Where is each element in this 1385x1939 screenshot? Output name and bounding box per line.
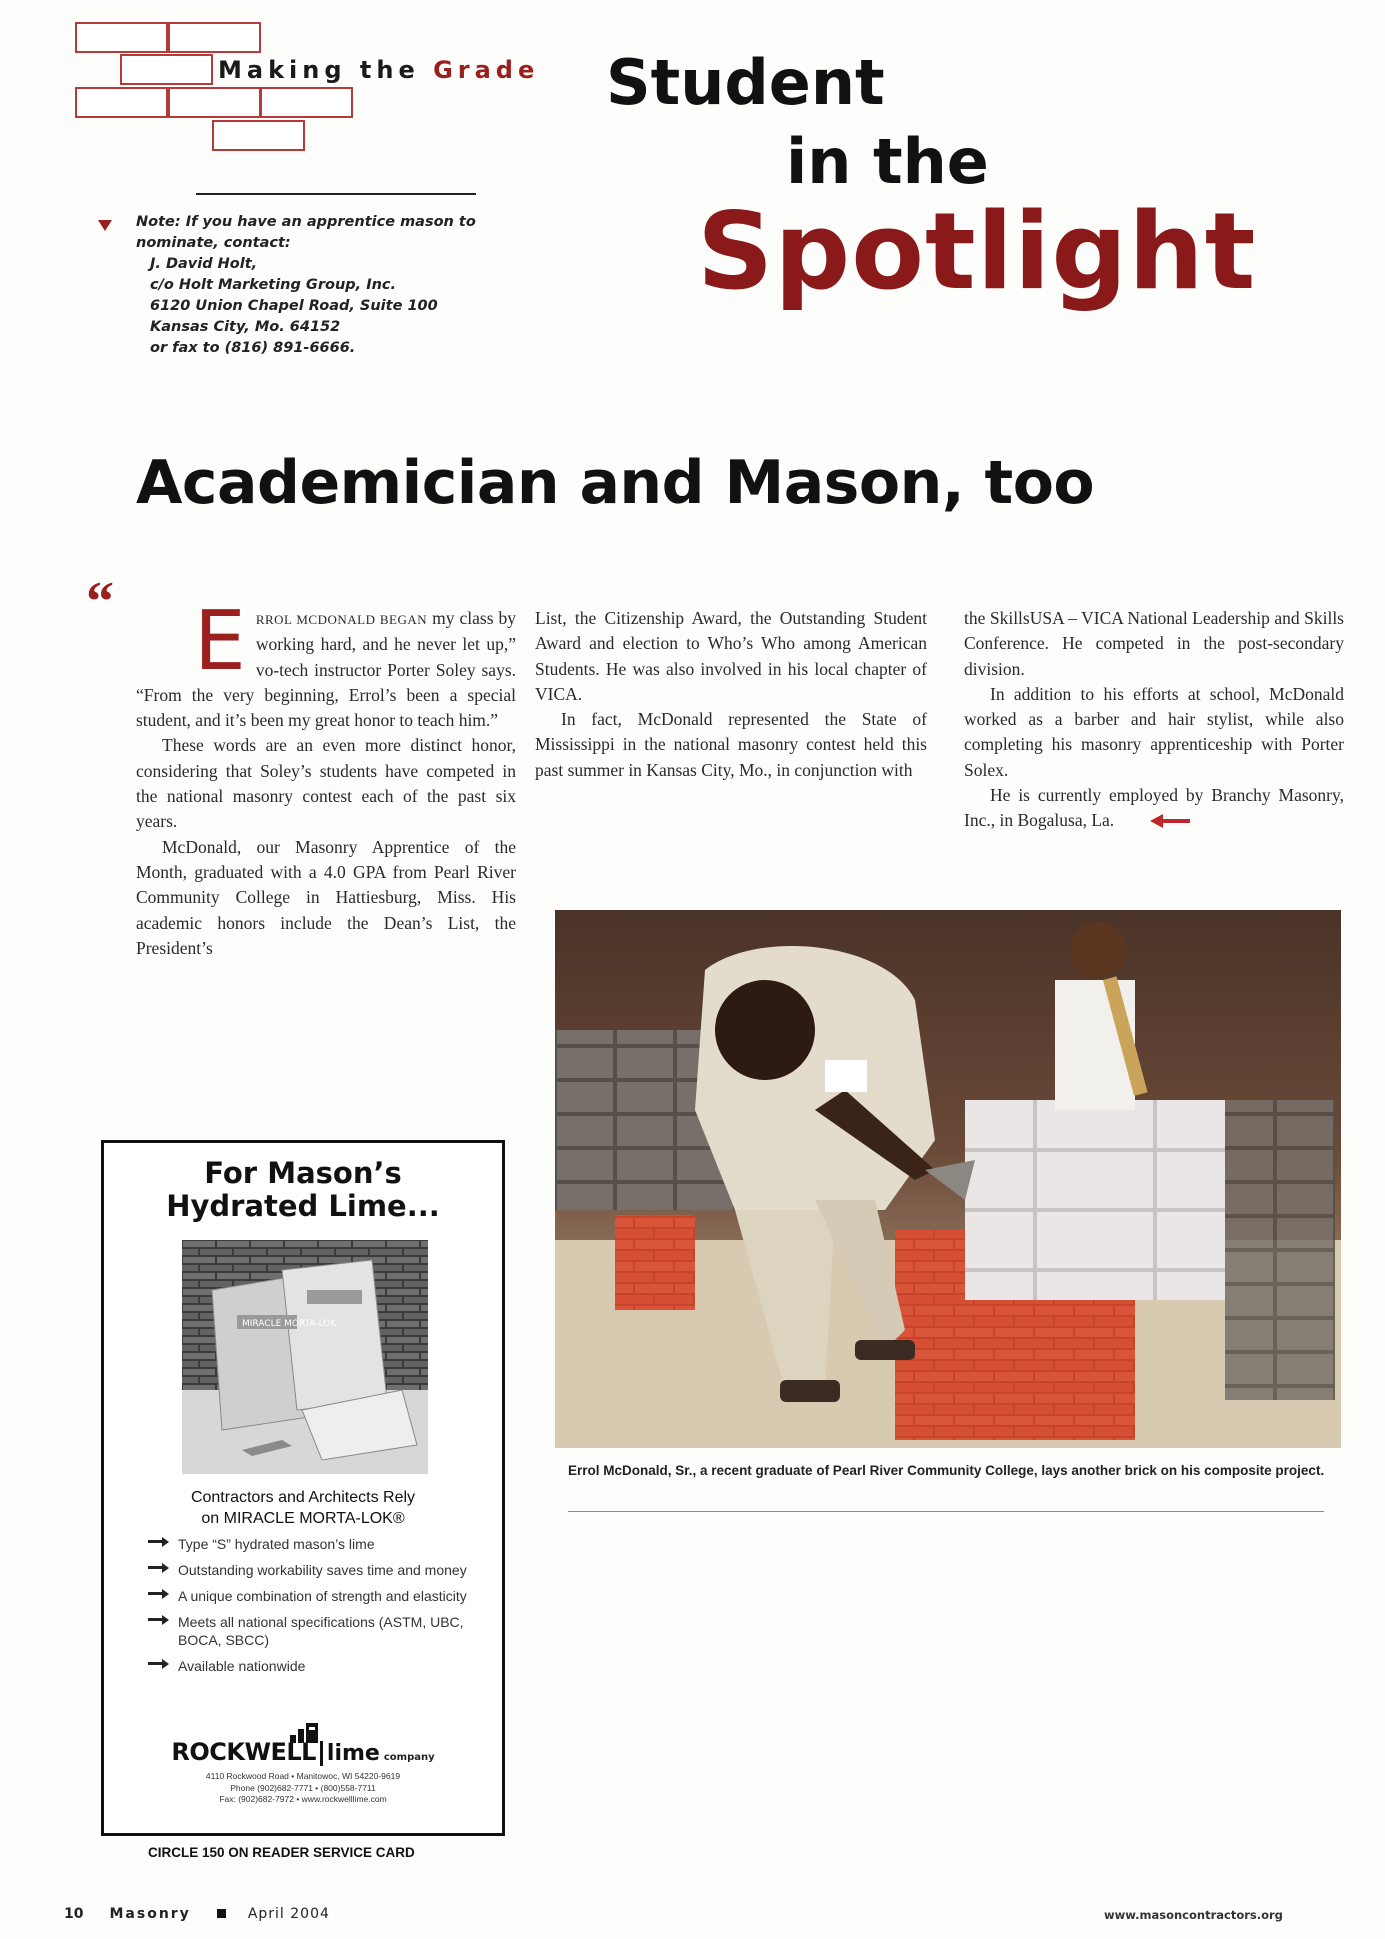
reader-service-note: CIRCLE 150 ON READER SERVICE CARD bbox=[148, 1845, 415, 1860]
list-item: Outstanding workability saves time and money bbox=[148, 1561, 488, 1579]
open-quote-mark: “ bbox=[86, 571, 114, 633]
magazine-name: Masonry bbox=[109, 1906, 191, 1922]
ad-title: For Mason’s Hydrated Lime... bbox=[166, 1156, 440, 1223]
page-footer bbox=[64, 1906, 330, 1922]
ad-subtitle: Contractors and Architects Rely on MIRACLE MORTA-LOK® bbox=[190, 1489, 416, 1527]
paragraph: In addition to his efforts at school, McDonald worked as a barber and hair stylist, while also completing his masonry apprenticeship with Porter Solex. bbox=[964, 683, 1344, 780]
website-link[interactable]: www.masoncontractors.org bbox=[1104, 1908, 1283, 1922]
list-item: Available nationwide bbox=[148, 1657, 488, 1675]
paragraph: He is currently employed by Branchy Masonry, Inc., in Bogalusa, La. bbox=[964, 783, 1344, 835]
title-in-the: in the bbox=[786, 125, 989, 198]
caption-divider bbox=[568, 1511, 1324, 1512]
title-spotlight: Spotlight bbox=[697, 190, 1257, 313]
advertisement-box[interactable] bbox=[101, 1140, 505, 1836]
list-item: Type “S” hydrated mason’s lime bbox=[148, 1535, 488, 1553]
product-image bbox=[182, 1240, 428, 1474]
nomination-note: Note: If you have an apprentice mason to nominate, contact: J. David Holt, c/o Holt Marketing Group, Inc. 6120 Union Chapel Road, Suite 100 Kansas City, Mo. 64152 or fax to (816) 891-6666. bbox=[136, 214, 476, 356]
paragraph: McDonald, our Masonry Apprentice of the Month, graduated with a 4.0 GPA from Pearl River Community College in Hattiesburg, Miss. His academic honors include the Dean’s List, the President’s bbox=[136, 836, 516, 958]
list-item: Meets all national specifications (ASTM, UBC, BOCA, SBCC) bbox=[148, 1613, 488, 1649]
paragraph: These words are an even more distinct honor, considering that Soley’s students have competed in the national masonry contest each of the past six years. bbox=[136, 735, 516, 832]
square-bullet-icon bbox=[217, 1909, 226, 1918]
article-photo bbox=[555, 910, 1341, 1448]
article-column-2 bbox=[535, 606, 927, 783]
paragraph: In fact, McDonald represented the State of Mississippi in the national masonry contest held this past summer in Kansas City, Mo., in conjunction with bbox=[535, 709, 927, 780]
advertiser-contact: 4110 Rockwood Road • Manitowoc, WI 54220-9619 Phone (902)682-7771 • (800)558-7711 Fax: (902)682-7972 • www.rockwelllime.com bbox=[205, 1771, 401, 1804]
drop-cap: E bbox=[194, 594, 246, 689]
article-column-1: ERROL MCDONALD BEGAN my class by working hard, and he never let up,” vo-tech instructor Porter Soley says. “From the very beginning, Errol’s been a special student, and it’s been my great honor to teach him.” These words are an even more distinct honor, considering that Soley’s students have competed in the national masonry contest each of the past six years. McDonald, our Masonry Apprentice of the Month, graduated with a 4.0 GPA from Pearl River Community College in Hattiesburg, Miss. His academic honors include the Dean’s List, the President’s bbox=[136, 606, 516, 961]
page-number: 10 bbox=[64, 1906, 84, 1922]
rockwell-logo: ROCKWELL lime company bbox=[171, 1738, 435, 1766]
ad-feature-list bbox=[148, 1535, 488, 1683]
issue-date: April 2004 bbox=[247, 1906, 330, 1922]
paragraph: the SkillsUSA – VICA National Leadership and Skills Conference. He competed in the post-secondary division. bbox=[964, 608, 1344, 679]
paragraph: List, the Citizenship Award, the Outstanding Student Award and election to Who’s Who among American Students. He was also involved in his local chapter of VICA. bbox=[535, 608, 927, 704]
section-label: Making the Grade bbox=[218, 56, 540, 84]
list-item: A unique combination of strength and elasticity bbox=[148, 1587, 488, 1605]
end-arrow-icon bbox=[1124, 810, 1190, 835]
note-divider bbox=[196, 193, 476, 195]
lead-in: RROL MCDONALD BEGAN bbox=[255, 612, 428, 627]
triangle-bullet-icon bbox=[98, 220, 112, 231]
bag-label: MIRACLE MORTA-LOK bbox=[242, 1319, 337, 1329]
article-headline: Academician and Mason, too bbox=[136, 448, 1095, 518]
title-student: Student bbox=[606, 46, 885, 119]
article-column-3 bbox=[964, 606, 1344, 835]
photo-caption: Errol McDonald, Sr., a recent graduate of Pearl River Community College, lays another brick on his composite project. bbox=[568, 1463, 1325, 1478]
